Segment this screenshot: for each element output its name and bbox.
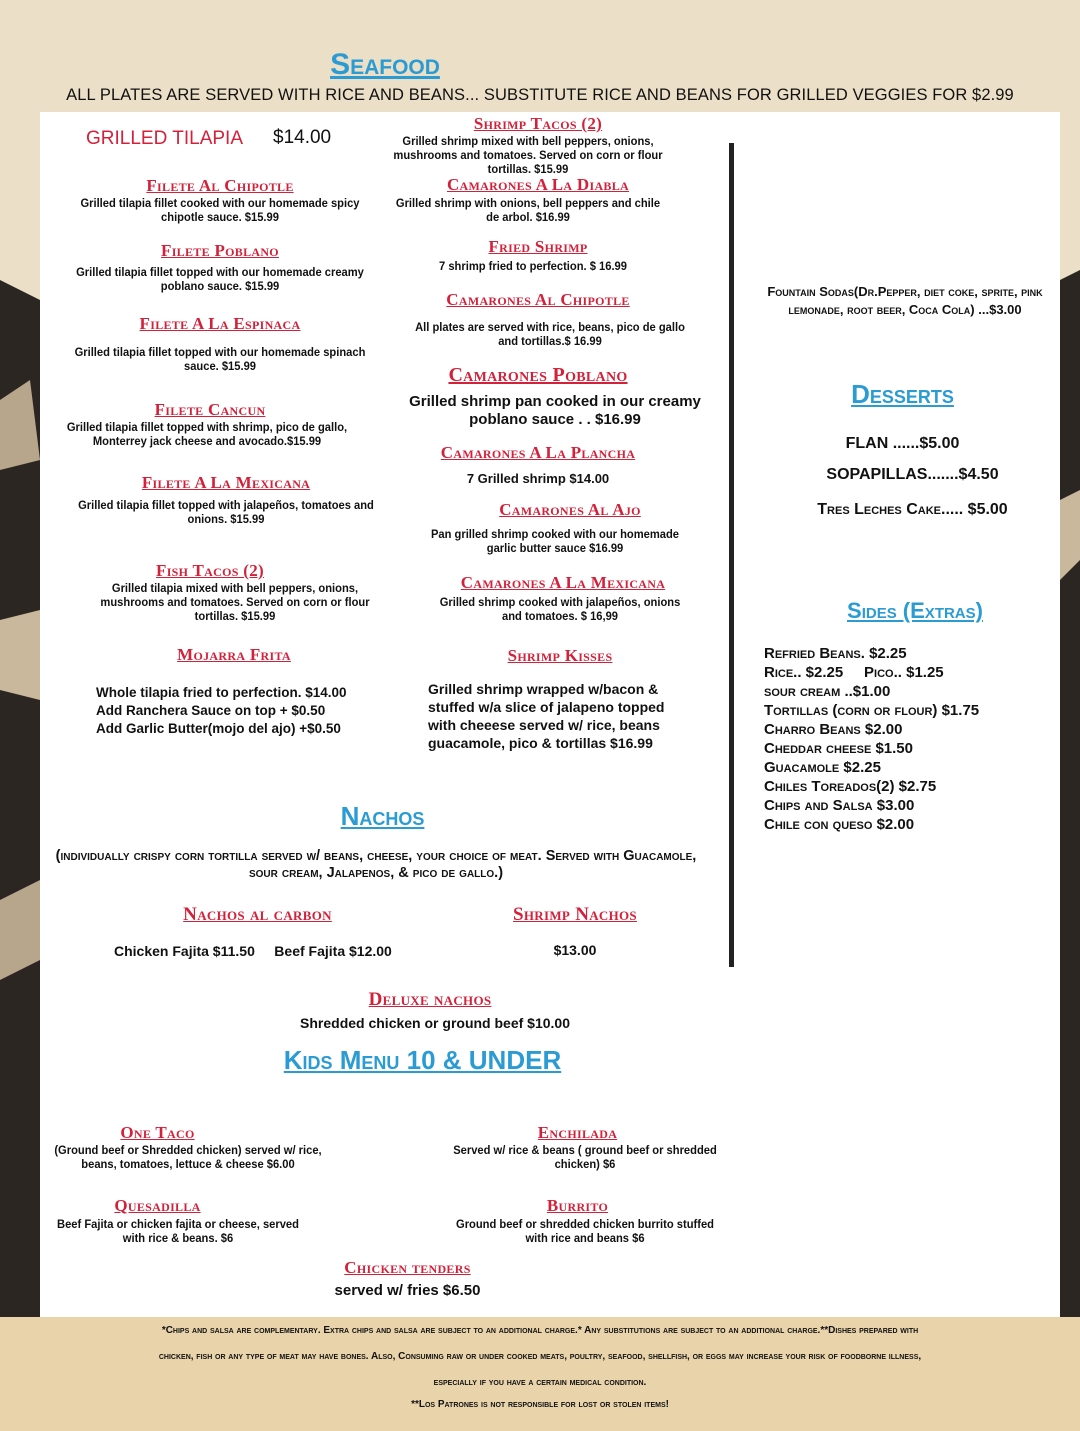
menu-item-name: Fish Tacos (2) <box>156 561 264 580</box>
shrimp-nachos-price: $13.00 <box>553 942 597 958</box>
drinks-text: Fountain Sodas(Dr.Pepper, diet coke, sprite, pink lemonade, root beer, Coca Cola) ...$3.00 <box>767 284 1043 317</box>
kids-item-name: Burrito <box>546 1196 609 1215</box>
menu-item-desc: Add Garlic Butter(mojo del ajo) +$0.50 <box>96 721 341 736</box>
menu-item-desc: Grilled shrimp with onions, bell peppers and chile de arbol. $16.99 <box>395 196 661 224</box>
menu-item-desc: Pan grilled shrimp cooked with our homemade garlic butter sauce $16.99 <box>430 527 680 555</box>
kids-menu-title: Kids Menu 10 & UNDER <box>283 1045 562 1075</box>
side-item: Rice.. $2.25 Pico.. $1.25 <box>764 664 944 681</box>
menu-item-name: Camarones A La Diabla <box>446 175 630 194</box>
menu-item-desc: Grilled tilapia mixed with bell peppers, onions, mushrooms and tomatoes. Served on corn or flour tortillas. $15.99 <box>100 581 370 623</box>
seafood-note: ALL PLATES ARE SERVED WITH RICE AND BEANS... SUBSTITUTE RICE AND BEANS FOR GRILLED VEGGIES FOR $2.99 <box>66 86 1014 104</box>
menu-item-name: Filete Poblano <box>161 241 279 260</box>
footer-line: especially if you have a certain medical condition. <box>433 1377 647 1388</box>
footer-line: chicken, fish or any type of meat may have bones. Also, Consuming raw or under cooked meats, poultry, seafood, shellfish, or eggs may increase your risk of foodborne illness, <box>158 1351 922 1362</box>
footer-disclaimer <box>0 1318 1080 1414</box>
menu-item-name: Camarones Poblano <box>448 364 628 386</box>
menu-item-desc: All plates are served with rice, beans, pico de gallo and tortillas.$ 16.99 <box>415 320 685 348</box>
seafood-title: Seafood <box>330 48 440 81</box>
nachos-al-carbon-price: Chicken Fajita $11.50 Beef Fajita $12.00 <box>114 943 392 959</box>
menu-item-name: Camarones A La Plancha <box>440 443 636 462</box>
side-item: Chips and Salsa $3.00 <box>764 797 915 814</box>
dessert-item: Tres Leches Cake..... $5.00 <box>817 501 1008 518</box>
side-item: Guacamole $2.25 <box>764 759 881 776</box>
menu-item-desc: Grilled tilapia fillet topped with shrimp, pico de gallo, Monterrey jack cheese and avocado.$15.99 <box>66 420 348 448</box>
kids-item-desc: Served w/ rice & beans ( ground beef or shredded chicken) $6 <box>453 1143 717 1171</box>
menu-item-name: Shrimp Tacos (2) <box>473 114 603 133</box>
menu-item-desc: Add Ranchera Sauce on top + $0.50 <box>96 703 326 718</box>
menu-item-desc: Grilled tilapia fillet cooked with our homemade spicy chipotle sauce. $15.99 <box>80 196 360 224</box>
side-item: Cheddar cheese $1.50 <box>764 740 913 757</box>
menu-item-name: Filete A La Mexicana <box>141 473 311 492</box>
menu-item-desc: Grilled tilapia fillet topped with our homemade spinach sauce. $15.99 <box>74 345 366 373</box>
column-divider <box>729 143 734 967</box>
kids-item-desc: Beef Fajita or chicken fajita or cheese, served with rice & beans. $6 <box>57 1217 299 1245</box>
menu-item-desc: Grilled shrimp mixed with bell peppers, onions, mushrooms and tomatoes. Served on corn or flour tortillas. $15.99 <box>393 134 663 176</box>
sides-list <box>764 644 979 834</box>
side-item: Chile con queso $2.00 <box>764 816 915 833</box>
dessert-item: SOPAPILLAS.......$4.50 <box>826 466 999 483</box>
menu-item-desc: Grilled shrimp cooked with jalapeños, onions and tomatoes. $ 16,99 <box>439 595 681 623</box>
menu-item-desc: Whole tilapia fried to perfection. $14.00 <box>96 685 347 700</box>
side-item: Charro Beans $2.00 <box>764 721 903 738</box>
kids-item-desc: Ground beef or shredded chicken burrito stuffed with rice and beans $6 <box>456 1217 714 1245</box>
menu-item-desc: Grilled tilapia fillet topped with our homemade creamy poblano sauce. $15.99 <box>76 265 364 293</box>
kids-item-name: Quesadilla <box>114 1196 201 1215</box>
nachos-desc: (individually crispy corn tortilla served w/ beans, cheese, your choice of meat. Served with Guacamole, sour cream, Jalapenos, & pico de gallo.) <box>55 848 697 881</box>
menu-item-desc: Grilled shrimp wrapped w/bacon & stuffed w/a slice of jalapeno topped with cheeese served w/ rice, beans guacamole, pico & tortillas $16.99 <box>428 681 665 751</box>
side-item: Refried Beans. $2.25 <box>764 645 907 662</box>
menu-item-name: Fried Shrimp <box>488 237 588 256</box>
menu-item-name: Shrimp Kisses <box>507 646 613 665</box>
menu-item-name: Filete Cancun <box>154 400 266 419</box>
grilled-tilapia-price: $14.00 <box>273 127 332 148</box>
menu-item-name: Filete Al Chipotle <box>146 176 294 195</box>
deluxe-nachos-name: Deluxe nachos <box>368 989 492 1010</box>
dessert-item: FLAN ......$5.00 <box>845 435 960 452</box>
grilled-tilapia-name: GRILLED TILAPIA <box>86 128 243 149</box>
kids-item-name: One Taco <box>120 1123 195 1142</box>
side-item: Chiles Toreados(2) $2.75 <box>764 778 937 795</box>
sides-title: Sides (Extras) <box>847 598 983 623</box>
menu-item-desc: 7 Grilled shrimp $14.00 <box>466 471 610 486</box>
deluxe-nachos-desc: Shredded chicken or ground beef $10.00 <box>300 1015 570 1031</box>
menu-item-desc: Grilled tilapia fillet topped with jalapeños, tomatoes and onions. $15.99 <box>78 498 374 526</box>
footer-line: **Los Patrones is not responsible for lost or stolen items! <box>411 1399 669 1410</box>
menu-item-name: Mojarra Frita <box>177 645 291 664</box>
menu-item-name: Camarones A La Mexicana <box>460 573 666 592</box>
shrimp-nachos-name: Shrimp Nachos <box>513 904 637 925</box>
side-item: sour cream ..$1.00 <box>764 683 891 700</box>
menu-item-desc: Grilled shrimp pan cooked in our creamy poblano sauce . . $16.99 <box>409 393 701 428</box>
side-item: Tortillas (corn or flour) $1.75 <box>764 702 980 719</box>
desserts-title: Desserts <box>851 379 954 409</box>
nachos-al-carbon-name: Nachos al carbon <box>183 904 332 925</box>
kids-item-desc: (Ground beef or Shredded chicken) served w/ rice, beans, tomatoes, lettuce & cheese $6.00 <box>54 1143 322 1171</box>
menu-item-name: Camarones Al Ajo <box>499 500 641 519</box>
menu-item-name: Camarones Al Chipotle <box>446 290 630 309</box>
kids-item-name: Enchilada <box>537 1123 618 1142</box>
footer-line: *Chips and salsa are complementary. Extra chips and salsa are subject to an additional charge.* Any substitutions are subject to an additional charge.**Dishes prepared with <box>161 1325 919 1336</box>
kids-item-desc: served w/ fries $6.50 <box>334 1282 481 1299</box>
nachos-title: Nachos <box>340 801 425 831</box>
menu-item-desc: 7 shrimp fried to perfection. $ 16.99 <box>439 259 627 273</box>
menu-item-name: Filete A La Espinaca <box>139 314 301 333</box>
kids-item-name: Chicken tenders <box>344 1258 471 1277</box>
